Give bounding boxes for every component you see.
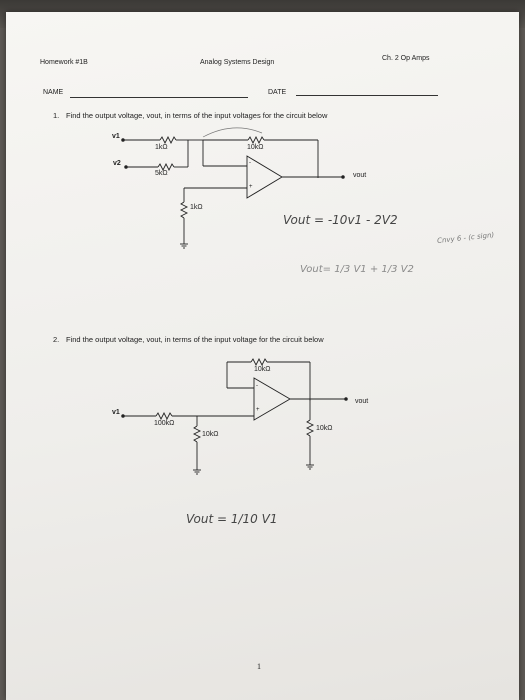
p2-minus-sign: - xyxy=(256,383,258,389)
p2-rin-label: 100kΩ xyxy=(154,420,175,427)
p2-v1-label: v1 xyxy=(112,409,120,416)
p1-handwritten-note: Cnvy 6 - (c sign) xyxy=(436,231,495,245)
p1-r1-label: 1kΩ xyxy=(155,144,168,151)
p2-rf-label: 10kΩ xyxy=(254,366,271,373)
p1-minus-sign: - xyxy=(249,160,251,166)
problem2-text: Find the output voltage, vout, in terms of the input voltage for the circuit below xyxy=(66,335,324,344)
p1-v1-label: v1 xyxy=(112,133,120,140)
chapter-label: Ch. 2 Op Amps xyxy=(382,55,430,62)
p1-r2-label: 5kΩ xyxy=(155,170,168,177)
problem1-text: Find the output voltage, vout, in terms of the input voltages for the circuit below xyxy=(66,111,328,120)
page-number: 1 xyxy=(257,662,261,671)
date-label: DATE xyxy=(268,89,287,96)
p1-rg-label: 1kΩ xyxy=(190,204,203,211)
p2-handwritten-answer: Vout = 1/10 V1 xyxy=(186,512,278,526)
p2-vout-label: vout xyxy=(355,398,369,405)
name-label: NAME xyxy=(43,89,64,96)
p1-plus-sign: + xyxy=(249,184,253,190)
problem2-number: 2. xyxy=(53,335,60,344)
p1-v2-label: v2 xyxy=(113,160,121,167)
p2-rl-label: 10kΩ xyxy=(316,425,333,432)
p1-vout-label: vout xyxy=(353,172,367,179)
course-code: Homework #1B xyxy=(40,59,88,66)
course-title: Analog Systems Design xyxy=(200,59,275,66)
problem1-number: 1. xyxy=(53,111,60,120)
p1-handwritten-work: Vout= 1/3 V1 + 1/3 V2 xyxy=(300,264,414,275)
p2-rg-label: 10kΩ xyxy=(202,431,219,438)
p1-rf-label: 10kΩ xyxy=(247,144,264,151)
p2-plus-sign: + xyxy=(256,407,260,413)
p1-handwritten-answer: Vout = -10v1 - 2V2 xyxy=(283,213,398,227)
